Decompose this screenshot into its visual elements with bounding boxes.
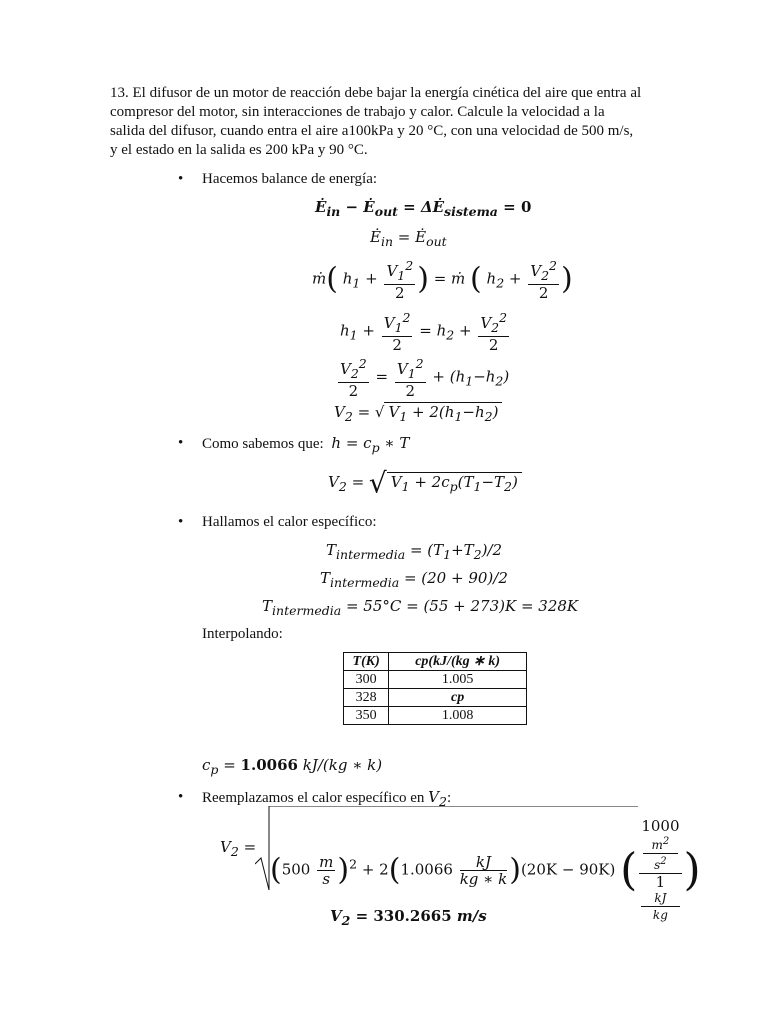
problem-line: compresor del motor, sin interacciones de trabajo y calor. Calcule la velocidad a la [110, 104, 605, 120]
document-page: 13. El difusor de un motor de reacción debe bajar la energía cinética del aire que entra al compresor del motor, sin interacciones de trabajo y calor. Calcule la velocidad a la salida del difusor, cuando entra el aire a100kPa y 20 °C, con una velocidad de 500 m/s, y el estado en la salida es 200 kPa y 90 °C. • Hacemos balance de energía: $Ė_{in}$ − $Ė_{out}$ = $\Delta Ė_{sistema} = 0$ $Ė_{in}$ = $Ė_{out}$ ṁ( $h_1$ + $\frac{V_1^2}{2}$ ) = ṁ ( $h_2$ + $\frac{V_2^2}{2}$ ) $h_1$ + $\frac{V_1^2}{2}$ = $h_2$ + $\frac{V_2^2}{2}$ $\frac{V_2^2}{2}$ = $\frac{V_1^2}{2}$ + $(h_1-h_2)$ $V_2$ = √ $V_1 + 2(h_1-h_2)$ • Como sabemos que: $h = c_p$ ∗ T $V_2$ = √ $V_1 + 2c_p(T_1-T_2)$ • Hallamos el calor específico: $T_{intermedia} = (T_1+T_2)/2$ $T_{intermedia} = (20 + 90)/2$ $T_{intermedia} = 55^\circ C = (55 + 273)K = 328K$ Interpolando: T(K) cp(kJ/(kg ∗ k) 300 1.005 328 cp 350 1.008 $c_p = 1.0066$ kJ/(kg ∗ k) • Reemplazamos el calor específico en $V_2$: $V_2$ = (500 $\frac{m}{s}$ )$^2$ + 2(1.0066 $\frac{kJ}{kg ∗ k}$ )(20K − 90K) ( 1000 $m^2$ $s^2$ 1 kJ kg ) $V_2 = 330.2665$ m/s [0, 0, 768, 1024]
equation-t-intermedia-2: $T_{intermedia} = (20 + 90)/2$ [320, 569, 508, 590]
equation-energy-balance: $Ė_{in}$ − $Ė_{out}$ = $\Delta Ė_{sistema} = 0$ [315, 198, 532, 219]
problem-line: 13. El difusor de un motor de reacción debe bajar la energía cinética del aire que entra al [110, 85, 642, 101]
equation-v2-enthalpy: $V_2$ = √ $V_1 + 2(h_1-h_2)$ [334, 402, 502, 426]
bullet-text: Hallamos el calor específico: [202, 514, 377, 530]
interpolation-table [343, 652, 527, 725]
problem-statement [110, 84, 670, 160]
bullet-text: Hacemos balance de energía: [202, 171, 378, 187]
equation-v2-temperature: $V_2$ = √ $V_1 + 2c_p(T_1-T_2)$ [328, 472, 522, 496]
table-cell: 350 [344, 707, 389, 725]
equation-v2-numeric: (500 $\frac{m}{s}$ )$^2$ + 2(1.0066 $\frac{kJ}{kg ∗ k}$ )(20K − 90K) ( 1000 $m^2$ $s^2$ 1 kJ kg ) [270, 817, 701, 922]
equation-h-cp-t: $h = c_p$ ∗ T [331, 434, 410, 455]
table-header: cp(kJ/(kg ∗ k) [389, 653, 527, 671]
equation-ein-eout: $Ė_{in}$ = $Ė_{out}$ [370, 228, 447, 249]
equation-t-intermedia-1: $T_{intermedia} = (T_1+T_2)/2$ [326, 541, 503, 562]
table-cell: 328 [344, 689, 389, 707]
bullet-dot: • [178, 171, 184, 187]
bullet-dot: • [178, 789, 184, 805]
equation-mass-energy: ṁ( $h_1$ + $\frac{V_1^2}{2}$ ) = ṁ ( $h_2$ + $\frac{V_2^2}{2}$ ) [312, 258, 573, 302]
table-cell: 1.008 [389, 707, 527, 725]
bullet-text: Como sabemos que: [202, 436, 324, 452]
table-row [344, 707, 527, 725]
equation-v2-squared: $\frac{V_2^2}{2}$ = $\frac{V_1^2}{2}$ + $(h_1-h_2)$ [340, 356, 510, 400]
table-header-row [344, 653, 527, 671]
final-result: $V_2 = 330.2665$ m/s [330, 907, 487, 928]
problem-line: y el estado en la salida es 200 kPa y 90 °C. [110, 142, 368, 158]
v2-symbol: $V_2$ [428, 788, 447, 809]
table-cell: 300 [344, 671, 389, 689]
table-row [344, 689, 527, 707]
bullet-dot: • [178, 435, 184, 451]
equation-t-intermedia-3: $T_{intermedia} = 55^\circ C = (55 + 273)K = 328K$ [262, 597, 579, 618]
interpolando-label: Interpolando: [202, 626, 283, 642]
v2-label: $V_2$ = [220, 838, 257, 859]
bullet-dot: • [178, 514, 184, 530]
table-cell: cp [389, 689, 527, 707]
equation-enthalpy-balance: $h_1$ + $\frac{V_1^2}{2}$ = $h_2$ + $\frac{V_2^2}{2}$ [340, 310, 508, 354]
equation-cp-result: $c_p = 1.0066$ kJ/(kg ∗ k) [202, 756, 383, 777]
table-cell: 1.005 [389, 671, 527, 689]
problem-line: salida del difusor, cuando entra el aire a100kPa y 20 °C, con una velocidad de 500 m/s, [110, 123, 634, 139]
table-header: T(K) [344, 653, 389, 671]
table-row [344, 671, 527, 689]
bullet-text: Reemplazamos el calor específico en [202, 790, 425, 806]
